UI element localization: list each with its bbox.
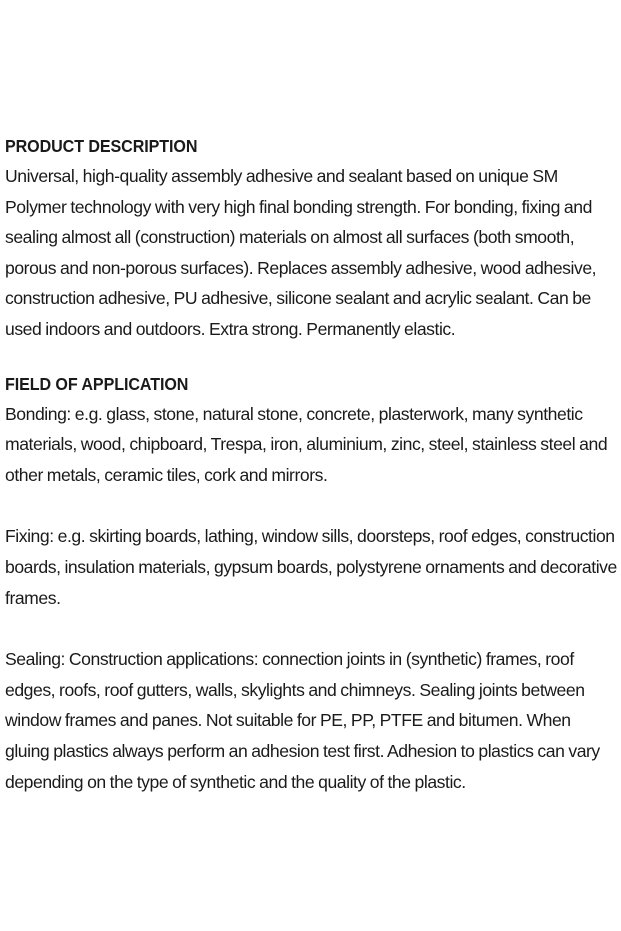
document-page <box>5 131 617 797</box>
product-description-heading: PRODUCT DESCRIPTION <box>5 136 198 156</box>
fixing-text: Fixing: e.g. skirting boards, lathing, window sills, doorsteps, roof edges, construction boards, insulation materials, gypsum boards, polystyrene ornaments and decorative frames. <box>5 526 617 608</box>
field-of-application-heading: FIELD OF APPLICATION <box>5 373 189 394</box>
bonding-text: Bonding: e.g. glass, stone, natural stone, concrete, plasterwork, many synthetic materials, wood, chipboard, Trespa, iron, aluminium, zinc, steel, stainless steel and other metals, ceramic tiles, cork and mirrors. <box>5 403 608 485</box>
section-spacer <box>5 345 617 369</box>
product-description-text: Universal, high-quality assembly adhesive and sealant based on unique SM Polymer technology with very high final bonding strength. For bonding, fixing and sealing almost all (construction) materials on almost all surfaces (both smooth, porous and non-porous surfaces). Replaces assembly adhesive, wood adhesive, construction adhesive, PU adhesive, silicone sealant and acrylic sealant. Can be used indoors and outdoors. Extra strong. Permanently elastic. <box>5 166 597 339</box>
paragraph-spacer <box>5 490 617 521</box>
sealing-text: Sealing: Construction applications: connection joints in (synthetic) frames, roof edges, roofs, roof gutters, walls, skylights and chimneys. Sealing joints between window frames and panes. Not suitable for PE, PP, PTFE and bitumen. When gluing plastics always perform an adhesion test first. Adhesion to plastics can vary depending on the type of synthetic and the quality of the plastic. <box>5 649 600 792</box>
paragraph-spacer <box>5 613 617 644</box>
